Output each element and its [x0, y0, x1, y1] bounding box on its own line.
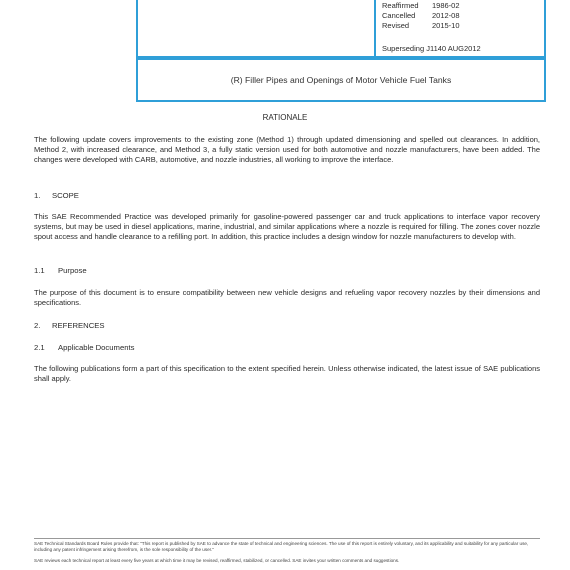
rationale-heading: RATIONALE — [262, 113, 308, 122]
section-heading: Applicable Documents — [58, 343, 135, 352]
superseding-note: Superseding J1140 AUG2012 — [382, 44, 481, 53]
section-number: 1. — [34, 191, 41, 200]
title-box — [136, 58, 546, 102]
section-number: 1.1 — [34, 266, 45, 275]
section-heading: REFERENCES — [52, 321, 105, 330]
section-heading: Purpose — [58, 266, 87, 275]
history-value: 1986-02 — [432, 1, 460, 10]
history-label: Revised — [382, 21, 410, 30]
history-label: Cancelled — [382, 11, 416, 20]
history-label: Reaffirmed — [382, 1, 419, 10]
footer-rules-note: SAE Technical Standards Board Rules provide that: "This report is published by SAE to advance the state of technical and engineering sciences. The use of this report is entirely voluntary, and its applicability and suitability for any particular use, including any patent infringement arising therefrom, is the sole responsibility of the user." — [34, 541, 529, 552]
rationale-paragraph: The following update covers improvements to the existing zone (Method 1) through updated dimensioning and spelled out clearances. In addition, Method 2, with increased clearance, and Method 3, a fully static version used for both automotive and nozzle manufacturers, have been added. The changes were developed with CARB, automotive, and nozzle industries, all working to improve the interface. — [34, 135, 540, 165]
footer-review-note: SAE reviews each technical report at least every five years at which time it may be revised, reaffirmed, stabilized, or cancelled. SAE invites your written comments and suggestions. — [34, 558, 400, 563]
footer-divider — [34, 538, 540, 539]
section-number: 2. — [34, 321, 41, 330]
applicable-paragraph: The following publications form a part of this specification to the extent specified herein. Unless otherwise indicated, the latest issue of SAE publications shall apply. — [34, 364, 540, 384]
scope-paragraph: This SAE Recommended Practice was developed primarily for gasoline-powered passenger car and truck applications to interface vapor recovery systems, but may be used in diesel applications, marine, industrial, and similar applications where a nozzle is required for filling. The zones cover nozzle spout access and handle clearance to a refilling port. In addition, this practice includes a design window for nozzle manufacturers to develop with. — [34, 212, 540, 242]
purpose-paragraph: The purpose of this document is to ensure compatibility between new vehicle designs and refueling vapor recovery nozzles by their dimensions and specifications. — [34, 288, 540, 308]
history-value: 2015-10 — [432, 21, 460, 30]
section-number: 2.1 — [34, 343, 45, 352]
header-left-panel — [136, 0, 376, 58]
section-heading: SCOPE — [52, 191, 79, 200]
history-value: 2012-08 — [432, 11, 460, 20]
document-title: (R) Filler Pipes and Openings of Motor Vehicle Fuel Tanks — [230, 75, 452, 85]
